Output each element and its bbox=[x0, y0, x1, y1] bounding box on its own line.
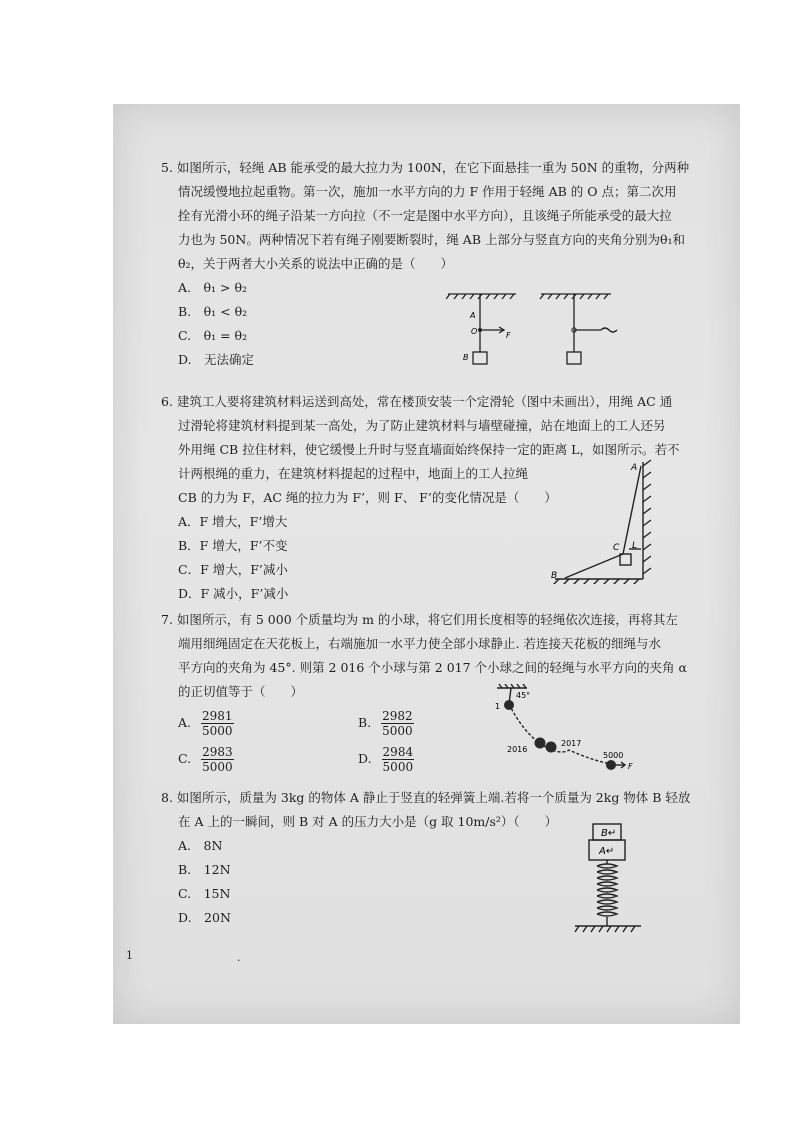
q7-option-c-fraction bbox=[201, 745, 234, 774]
q7-option-a-fraction bbox=[201, 709, 234, 738]
q8-figure bbox=[571, 820, 651, 936]
q7-line-4: 的正切值等于（ ） bbox=[178, 684, 304, 699]
q8-option-b: B. 12N bbox=[178, 862, 231, 877]
q8-option-a: A. 8N bbox=[178, 838, 223, 853]
q8-line-2: 在 A 上的一瞬间，则 B 对 A 的压力大小是（g 取 10m/s²）（ ） bbox=[178, 814, 558, 829]
q7-option-c bbox=[178, 744, 234, 774]
q7-line-3: 平方向的夹角为 45°. 则第 2 016 个小球与第 2 017 个小球之间的轻绳与水平方向的夹角 α bbox=[178, 660, 687, 675]
q7-option-b-denominator: 5000 bbox=[382, 724, 413, 738]
q7-option-b-numerator: 2982 bbox=[382, 709, 413, 723]
q8-block-a-label: A↵ bbox=[599, 846, 615, 857]
q5-label-f: F bbox=[506, 331, 511, 340]
q7-option-a-denominator: 5000 bbox=[202, 724, 233, 738]
q7-line-2: 端用细绳固定在天花板上，右端施加一水平力使全部小球静止. 若连接天花板的细绳与水 bbox=[178, 636, 661, 651]
q6-option-d: D．F 减小，F’减小 bbox=[178, 586, 289, 601]
q6-label-l: L bbox=[632, 541, 638, 551]
q8-line-1: 8. 如图所示，质量为 3kg 的物体 A 静止于竖直的轻弹簧上端.若将一个质量为 2kg 物体 B 轻放 bbox=[161, 790, 691, 805]
q7-force-label: F bbox=[628, 762, 633, 771]
q5-option-d: D. 无法确定 bbox=[178, 352, 255, 367]
q5-label-a: A bbox=[470, 311, 476, 320]
q6-label-b: B bbox=[551, 571, 558, 581]
q6-option-b: B．F 增大，F’不变 bbox=[178, 538, 288, 553]
q6-line-4: 计两根绳的重力，在建筑材料提起的过程中，地面上的工人拉绳 bbox=[178, 466, 529, 481]
q7-option-b-label: B. bbox=[358, 715, 372, 730]
q6-line-3: 外用绳 CB 拉住材料，使它缓慢上升时与竖直墙面始终保持一定的距离 L，如图所示。若不 bbox=[178, 442, 680, 457]
q6-option-a: A．F 增大，F’增大 bbox=[178, 514, 288, 529]
q7-option-c-label: C. bbox=[178, 751, 192, 766]
q8-block-b-label: B↵ bbox=[601, 828, 617, 839]
q6-figure bbox=[545, 454, 665, 584]
q6-line-5: CB 的力为 F，AC 绳的拉力为 F’，则 F、 F’的变化情况是（ ） bbox=[178, 490, 557, 505]
q5-line-2: 情况缓慢地拉起重物。第一次，施加一水平方向的力 F 作用于轻绳 AB 的 O 点；第二次用 bbox=[178, 184, 677, 199]
q7-option-d-numerator: 2984 bbox=[382, 745, 414, 759]
q7-option-c-numerator: 2983 bbox=[202, 745, 233, 759]
q7-angle-label: 45° bbox=[516, 691, 531, 700]
q7-option-d bbox=[358, 744, 414, 774]
exam-page bbox=[113, 104, 740, 1024]
q5-figure bbox=[446, 290, 621, 370]
q5-label-o: O bbox=[471, 327, 478, 336]
q7-option-c-denominator: 5000 bbox=[202, 760, 233, 774]
q5-option-a: A. θ₁ > θ₂ bbox=[178, 280, 247, 295]
q8-option-c: C. 15N bbox=[178, 886, 231, 901]
q5-option-c: C. θ₁ = θ₂ bbox=[178, 328, 248, 343]
q7-ball-1-label: 1 bbox=[495, 702, 501, 711]
q7-figure bbox=[493, 684, 643, 784]
q6-line-2: 过滑轮将建筑材料提到某一高处，为了防止建筑材料与墙壁碰撞，站在地面上的工人还另 bbox=[178, 418, 666, 433]
q7-ball-2016-label: 2016 bbox=[507, 745, 528, 754]
q6-label-c: C bbox=[613, 543, 620, 553]
q7-option-d-denominator: 5000 bbox=[382, 760, 414, 774]
q6-line-1: 6. 建筑工人要将建筑材料运送到高处，常在楼顶安装一个定滑轮（图中未画出），用绳 AC 通 bbox=[161, 394, 673, 409]
q5-label-b: B bbox=[463, 353, 469, 362]
q5-line-5: θ₂，关于两者大小关系的说法中正确的是（ ） bbox=[178, 256, 454, 271]
q5-option-b: B. θ₁ < θ₂ bbox=[178, 304, 248, 319]
q6-label-a: A bbox=[631, 463, 638, 473]
q7-option-b bbox=[358, 708, 414, 738]
q7-option-a-label: A. bbox=[178, 715, 192, 730]
page-number: 1 bbox=[126, 949, 133, 962]
q7-option-a-numerator: 2981 bbox=[202, 709, 233, 723]
q6-option-c: C．F 增大，F’减小 bbox=[178, 562, 288, 577]
q7-ball-2017-label: 2017 bbox=[561, 739, 582, 748]
q7-ball-5000-label: 5000 bbox=[603, 751, 624, 760]
q8-option-d: D. 20N bbox=[178, 910, 231, 925]
q7-line-1: 7. 如图所示，有 5 000 个质量均为 m 的小球，将它们用长度相等的轻绳依次连接，再将其左 bbox=[161, 612, 678, 627]
q5-line-3: 拴有光滑小环的绳子沿某一方向拉（不一定是图中水平方向），且该绳子所能承受的最大拉 bbox=[178, 208, 672, 223]
q7-option-d-label: D. bbox=[358, 751, 372, 766]
q5-line-4: 力也为 50N。两种情况下若有绳子刚要断裂时，绳 AB 上部分与竖直方向的夹角分别为θ₁和 bbox=[178, 232, 686, 247]
stray-dot: . bbox=[237, 951, 241, 964]
q7-option-d-fraction bbox=[382, 745, 415, 774]
q5-line-1: 5. 如图所示，轻绳 AB 能承受的最大拉力为 100N，在它下面悬挂一重为 50N 的重物，分两种 bbox=[161, 160, 690, 175]
q7-option-b-fraction bbox=[381, 709, 414, 738]
q7-option-a bbox=[178, 708, 234, 738]
